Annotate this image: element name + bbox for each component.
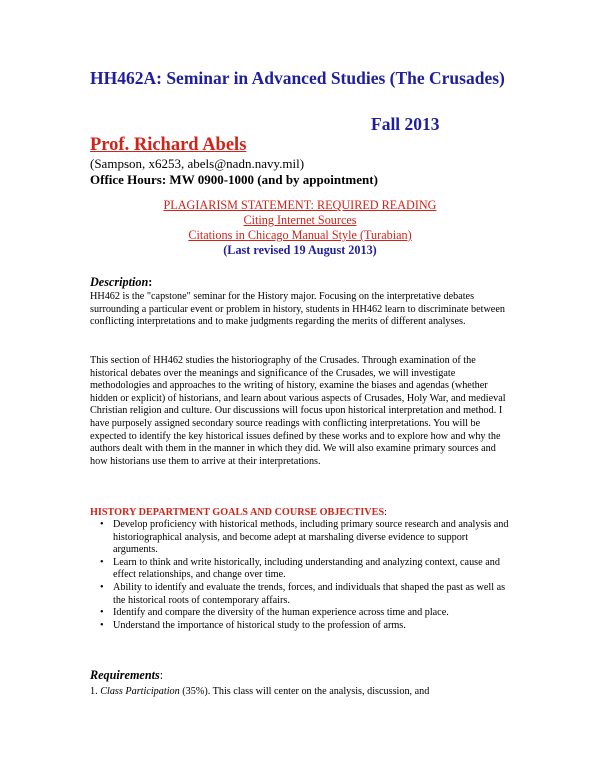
description-heading-colon: : [148, 275, 153, 289]
list-item [90, 607, 510, 620]
requirement-title: Class Participation [100, 686, 180, 697]
bullet-icon: • [100, 607, 104, 619]
description-paragraph-2: This section of HH462 studies the historiography of the Crusades. Through examination of the historical debates over the meanings and significance of the Crusades, we will investigate methodologies and approaches to the writing of history, examine the biases and agendas (whether hidden or explicit) of historians, and learn about various aspects of Crusades, Holy War, and medieval Christian religion and culture. Our discussions will focus upon historical interpretation and method. I have purposely assigned secondary source readings with conflicting interpretations. You will be expected to identify the key historical issues defined by these works and to explore how and why the authors dealt with them in the manner in which they did. We will also examine primary sources and how historians use them to arrive at their interpretations. [90, 355, 506, 467]
bullet-icon: • [100, 556, 104, 568]
list-item [90, 582, 510, 607]
list-item [90, 620, 510, 633]
professor-contact: (Sampson, x6253, abels@nadn.navy.mil) [90, 156, 305, 171]
goal-text: Learn to think and write historically, including understanding and analyzing context, cause and effect relationships, and change over time. [113, 556, 500, 581]
requirements-heading-colon: : [159, 668, 164, 682]
bullet-icon: • [100, 581, 104, 593]
requirement-text: (35%). This class will center on the analysis, discussion, and [182, 686, 430, 697]
goal-text: Identify and compare the diversity of the human experience across time and place. [113, 607, 449, 619]
requirement-item-1 [90, 686, 429, 699]
bullet-icon: • [100, 519, 104, 530]
requirement-number: 1. [90, 686, 98, 697]
citing-internet-sources-link[interactable]: Citing Internet Sources [243, 213, 357, 227]
list-item [90, 519, 510, 557]
office-hours: Office Hours: MW 0900-1000 (and by appointment) [90, 172, 378, 187]
term-label: Fall 2013 [371, 114, 440, 134]
goal-text: Develop proficiency with historical methods, including primary source research and analysis and historiographical analysis, and become adept at marshaling diverse evidence to support arguments. [113, 519, 509, 556]
goals-heading-colon: : [384, 507, 387, 518]
goals-heading-text: HISTORY DEPARTMENT GOALS AND COURSE OBJECTIVES [90, 507, 385, 518]
requirements-heading-text: Requirements [90, 668, 160, 682]
last-revised: (Last revised 19 August 2013) [223, 243, 377, 257]
links-block [90, 198, 510, 258]
goal-text: Ability to identify and evaluate the trends, forces, and individuals that shaped the past as well as the historical roots of contemporary affairs. [113, 581, 506, 606]
goals-list [90, 519, 510, 632]
professor-name[interactable]: Prof. Richard Abels [90, 135, 247, 155]
goals-heading [90, 507, 387, 518]
requirements-heading [90, 668, 163, 683]
goal-text: Understand the importance of historical study to the profession of arms. [113, 619, 406, 631]
description-heading-text: Description [90, 275, 149, 289]
description-heading [90, 275, 152, 290]
bullet-icon: • [100, 619, 104, 631]
plagiarism-statement-link[interactable]: PLAGIARISM STATEMENT: REQUIRED READING [163, 198, 437, 212]
citations-chicago-style-link[interactable]: Citations in Chicago Manual Style (Turabian) [188, 228, 412, 242]
description-paragraph-1: HH462 is the "capstone" seminar for the History major. Focusing on the interpretative debates surrounding a particular event or problem in history, students in HH462 learn to discriminate between conflicting interpretations and to make judgments regarding the merits of different analyses. [90, 291, 505, 328]
list-item [90, 557, 510, 582]
course-title: HH462A: Seminar in Advanced Studies (The Crusades) [90, 68, 505, 88]
